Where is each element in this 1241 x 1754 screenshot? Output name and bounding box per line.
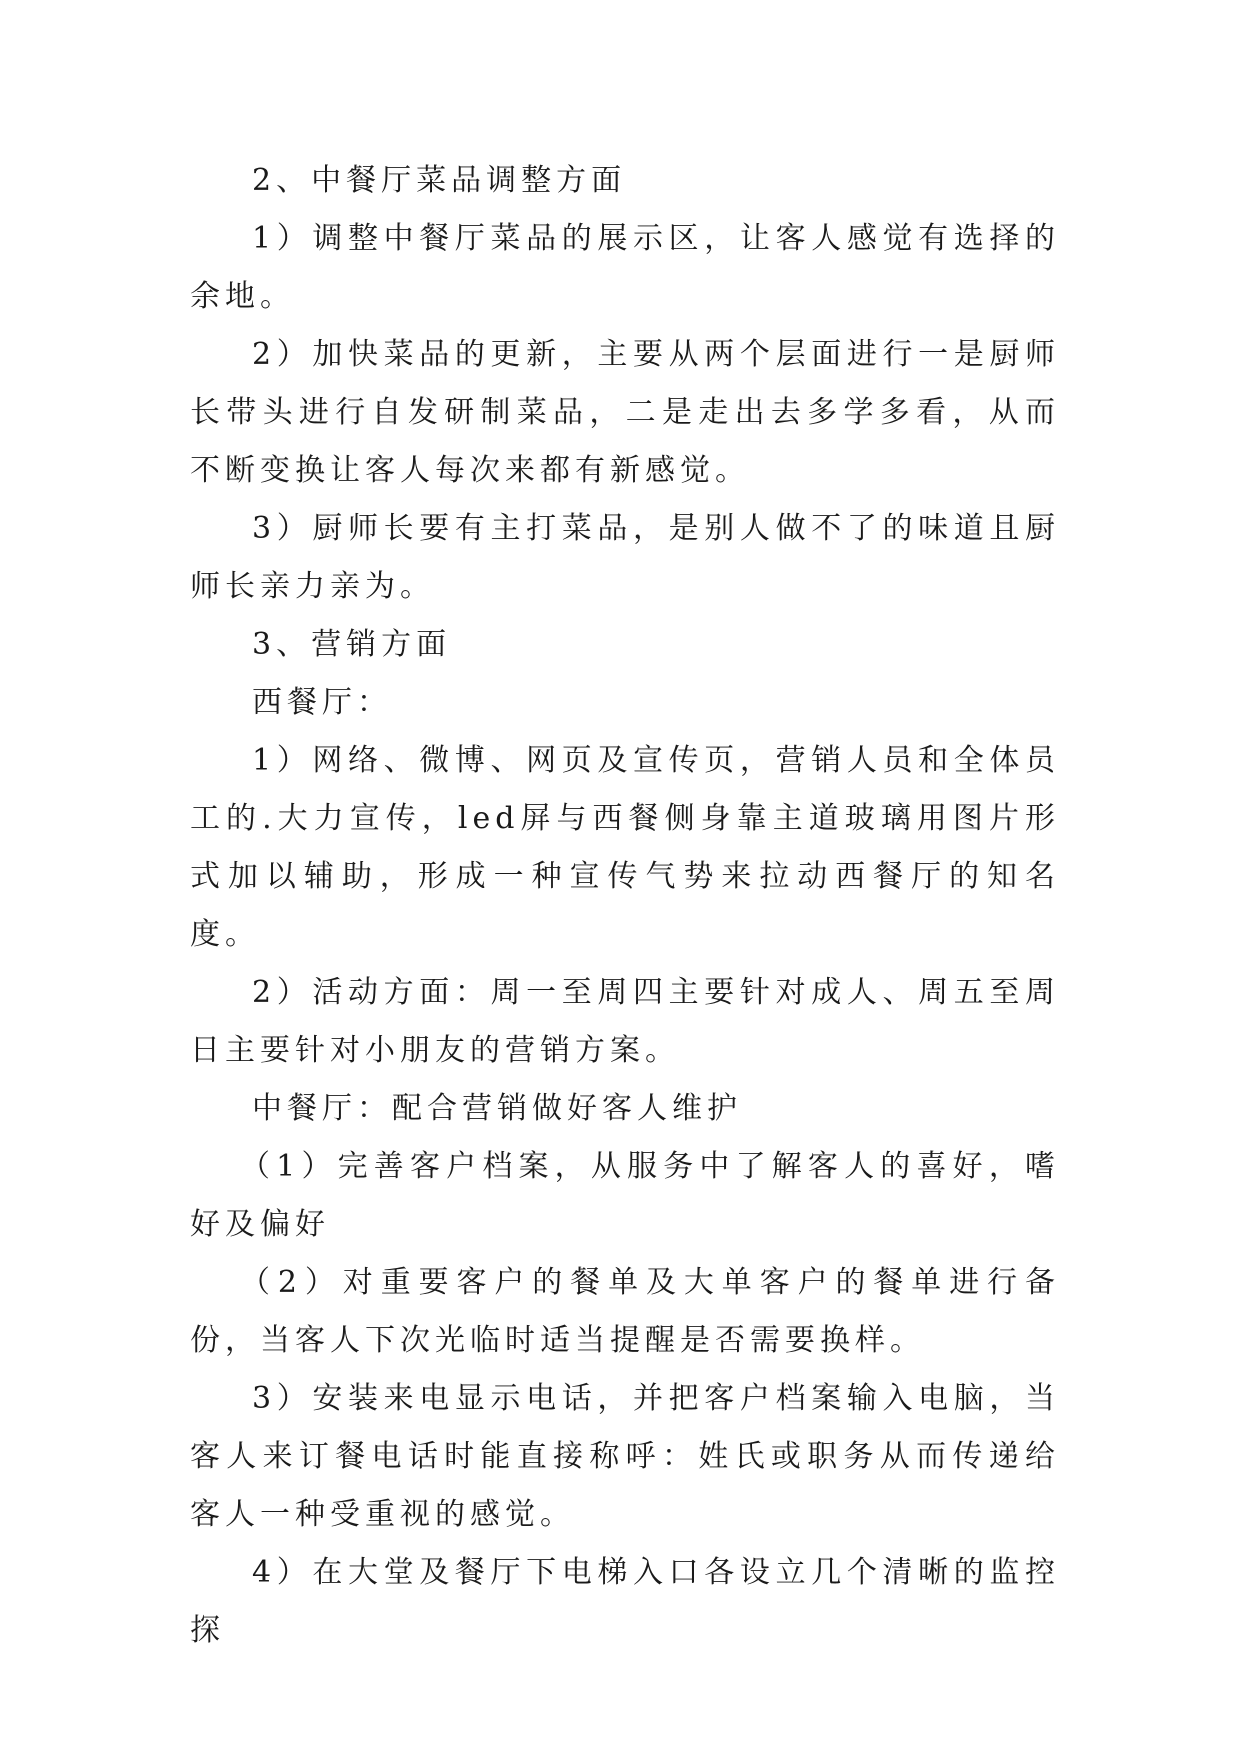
paragraph-item-3: 3）厨师长要有主打菜品，是别人做不了的味道且厨师长亲力亲为。 — [190, 511, 1060, 604]
paragraph-item-1: 1）调整中餐厅菜品的展示区，让客人感觉有选择的余地。 — [190, 221, 1060, 314]
subheading-chinese-restaurant: 中餐厅：配合营销做好客人维护 — [252, 1091, 742, 1126]
paragraph-chinese-4: 4）在大堂及餐厅下电梯入口各设立几个清晰的监控探 — [190, 1555, 1060, 1648]
paragraph-western-1: 1）网络、微博、网页及宣传页，营销人员和全体员工的.大力宣传，led屏与西餐侧身靠主道玻璃用图片形式加以辅助，形成一种宣传气势来拉动西餐厅的知名度。 — [190, 743, 1060, 952]
paragraph-chinese-1: （1）完善客户档案，从服务中了解客人的喜好，嗜好及偏好 — [190, 1149, 1060, 1242]
section-heading-marketing: 3、营销方面 — [252, 627, 452, 662]
document-page — [190, 152, 1060, 1660]
subheading-western-restaurant: 西餐厅： — [252, 685, 392, 720]
paragraph-chinese-3: 3）安装来电显示电话，并把客户档案输入电脑，当客人来订餐电话时能直接称呼：姓氏或职务从而传递给客人一种受重视的感觉。 — [190, 1381, 1060, 1532]
paragraph-chinese-2: （2）对重要客户的餐单及大单客户的餐单进行备份，当客人下次光临时适当提醒是否需要换样。 — [190, 1265, 1060, 1358]
section-heading-chinese-dishes: 2、中餐厅菜品调整方面 — [252, 163, 627, 198]
paragraph-item-2: 2）加快菜品的更新，主要从两个层面进行一是厨师长带头进行自发研制菜品，二是走出去多学多看，从而不断变换让客人每次来都有新感觉。 — [190, 337, 1060, 488]
paragraph-western-2: 2）活动方面：周一至周四主要针对成人、周五至周日主要针对小朋友的营销方案。 — [190, 975, 1060, 1068]
